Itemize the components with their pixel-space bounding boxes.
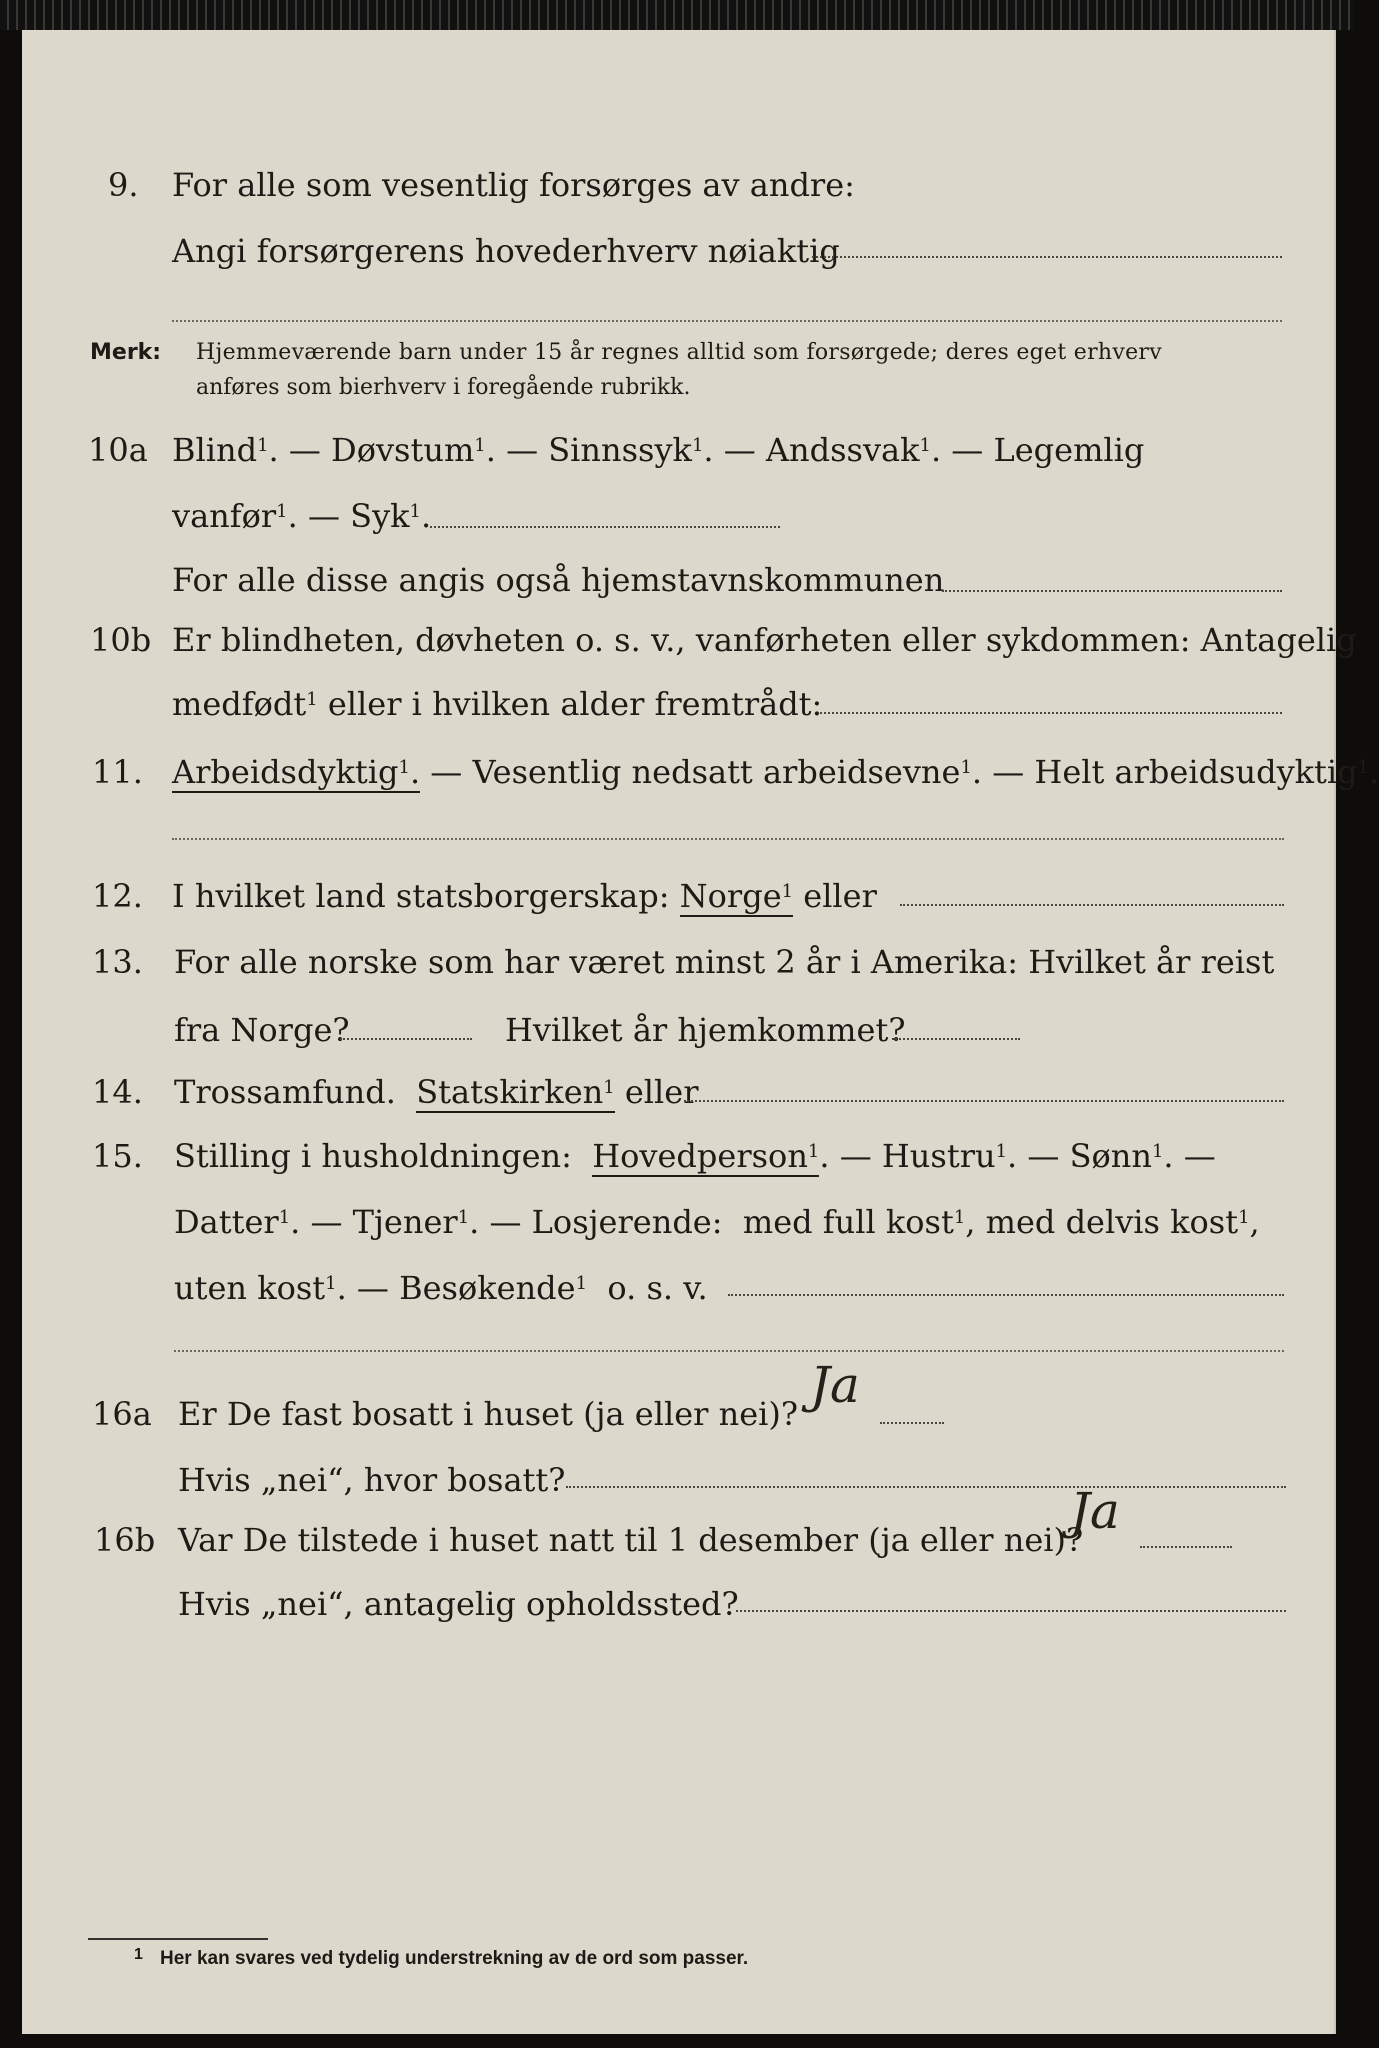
q16a-number: 16a: [92, 1395, 152, 1433]
option-statskirken-underlined: Statskirken$^1$: [416, 1073, 615, 1111]
q9-line1: For alle som vesentlig forsørges av andre:: [172, 166, 855, 204]
q10a-hjemstavn-line: [942, 590, 1282, 592]
q14-number: 14.: [92, 1073, 143, 1111]
q16a-line2: Hvis „nei“, hvor bosatt?: [178, 1461, 566, 1499]
option-medfodt: medfødt: [172, 685, 307, 723]
q15-line1: Stilling i husholdningen: Hovedperson$^1$. — Hustru$^1$. — Sønn$^1$. —: [174, 1137, 1216, 1175]
q13-reist-line: [340, 1038, 472, 1040]
q10a-line2: vanfør$^1$. — Syk$^1$.: [172, 497, 432, 535]
q10b-line2: medfødt$^1$ eller i hvilken alder fremtrådt:: [172, 685, 823, 723]
option-arbeidsdyktig-underlined: Arbeidsdyktig$^1$.: [172, 753, 421, 791]
option-syk: Syk: [350, 497, 410, 535]
q15-answer-line2: [174, 1350, 1284, 1352]
q14-answer-line: [684, 1100, 1284, 1102]
q13-hjemkommet-line: [892, 1038, 1020, 1040]
q15-line2: Datter$^1$. — Tjener$^1$. — Losjerende: med full kost$^1$, med delvis kost$^1$,: [174, 1203, 1260, 1241]
footnote-rule: [88, 1938, 268, 1940]
merk-label: Merk:: [90, 340, 162, 365]
q9-line2: Angi forsørgerens hovederhverv nøiaktig: [172, 232, 840, 270]
merk-line1: Hjemmeværende barn under 15 år regnes alltid som forsørgede; deres eget erhverv: [196, 340, 1162, 365]
q14-line: Trossamfund. Statskirken$^1$ eller: [174, 1073, 699, 1111]
q9-number: 9.: [108, 166, 139, 204]
option-blind: Blind: [172, 431, 258, 469]
option-norge-underlined: Norge$^1$: [679, 877, 794, 915]
q13-number: 13.: [92, 943, 143, 981]
q10b-number: 10b: [90, 621, 152, 659]
q15-number: 15.: [92, 1137, 143, 1175]
merk-line2: anføres som bierhverv i foregående rubrikk.: [196, 375, 691, 400]
q15-answer-line: [728, 1294, 1284, 1296]
q11-line1: Arbeidsdyktig$^1$. — Vesentlig nedsatt arbeidsevne$^1$. — Helt arbeidsudyktig$^1$.: [172, 753, 1379, 791]
option-hovedperson-underlined: Hovedperson$^1$: [592, 1137, 820, 1175]
q13-line1: For alle norske som har været minst 2 år i Amerika: Hvilket år reist: [174, 943, 1275, 981]
footnote-text: Her kan svares ved tydelig understrekning av de ord som passer.: [160, 1948, 749, 1969]
q10a-number: 10a: [88, 431, 148, 469]
q11-number: 11.: [92, 753, 143, 791]
q11-answer-line: [172, 838, 1284, 840]
option-dovstum: Døvstum: [331, 431, 475, 469]
option-vesentlig-nedsatt: Vesentlig nedsatt arbeidsevne: [472, 753, 961, 791]
q16b-line2: Hvis „nei“, antagelig opholdssted?: [178, 1585, 739, 1623]
q12-number: 12.: [92, 877, 143, 915]
q16a-answer-line: [880, 1422, 944, 1424]
q10b-line1: Er blindheten, døvheten o. s. v., vanførheten eller sykdommen: Antagelig: [172, 621, 1357, 659]
scan-top-edge: [0, 0, 1354, 30]
option-vanfor: vanfør: [172, 497, 277, 535]
q16b-handwritten-answer: Ja: [1070, 1482, 1120, 1540]
q9-answer-line2: [172, 320, 1282, 322]
option-andssvak: Andssvak: [765, 431, 920, 469]
q10a-line3: For alle disse angis også hjemstavnskommunen: [172, 561, 945, 599]
q16a-handwritten-answer: Ja: [810, 1356, 860, 1414]
q16b-number: 16b: [94, 1521, 156, 1559]
q16a-bosatt-line: [566, 1486, 1286, 1488]
q12-answer-line: [900, 904, 1284, 906]
q15-line3: uten kost$^1$. — Besøkende$^1$ o. s. v.: [174, 1269, 708, 1307]
option-legemlig: Legemlig: [993, 431, 1145, 469]
option-helt-arbeidsudyktig: Helt arbeidsudyktig: [1034, 753, 1358, 791]
option-sinnssyk: Sinnssyk: [548, 431, 692, 469]
q16a-line1: Er De fast bosatt i huset (ja eller nei)?: [178, 1395, 799, 1433]
q16b-line1: Var De tilstede i huset natt til 1 desember (ja eller nei)?: [178, 1521, 1084, 1559]
q13-fra-norge: fra Norge?: [174, 1011, 350, 1049]
q13-hjemkommet: Hvilket år hjemkommet?: [505, 1011, 906, 1049]
q9-answer-line: [812, 256, 1282, 258]
q12-line: I hvilket land statsborgerskap: Norge$^1$ eller: [172, 877, 877, 915]
footnote-mark: 1: [134, 1946, 143, 1963]
q10b-answer-line: [820, 712, 1282, 714]
q10a-line1: Blind$^1$. — Døvstum$^1$. — Sinnssyk$^1$. — Andssvak$^1$. — Legemlig: [172, 431, 1145, 469]
q16b-opholdssted-line: [736, 1610, 1286, 1612]
q10a-answer-line: [430, 526, 780, 528]
q16b-answer-line: [1140, 1546, 1232, 1548]
